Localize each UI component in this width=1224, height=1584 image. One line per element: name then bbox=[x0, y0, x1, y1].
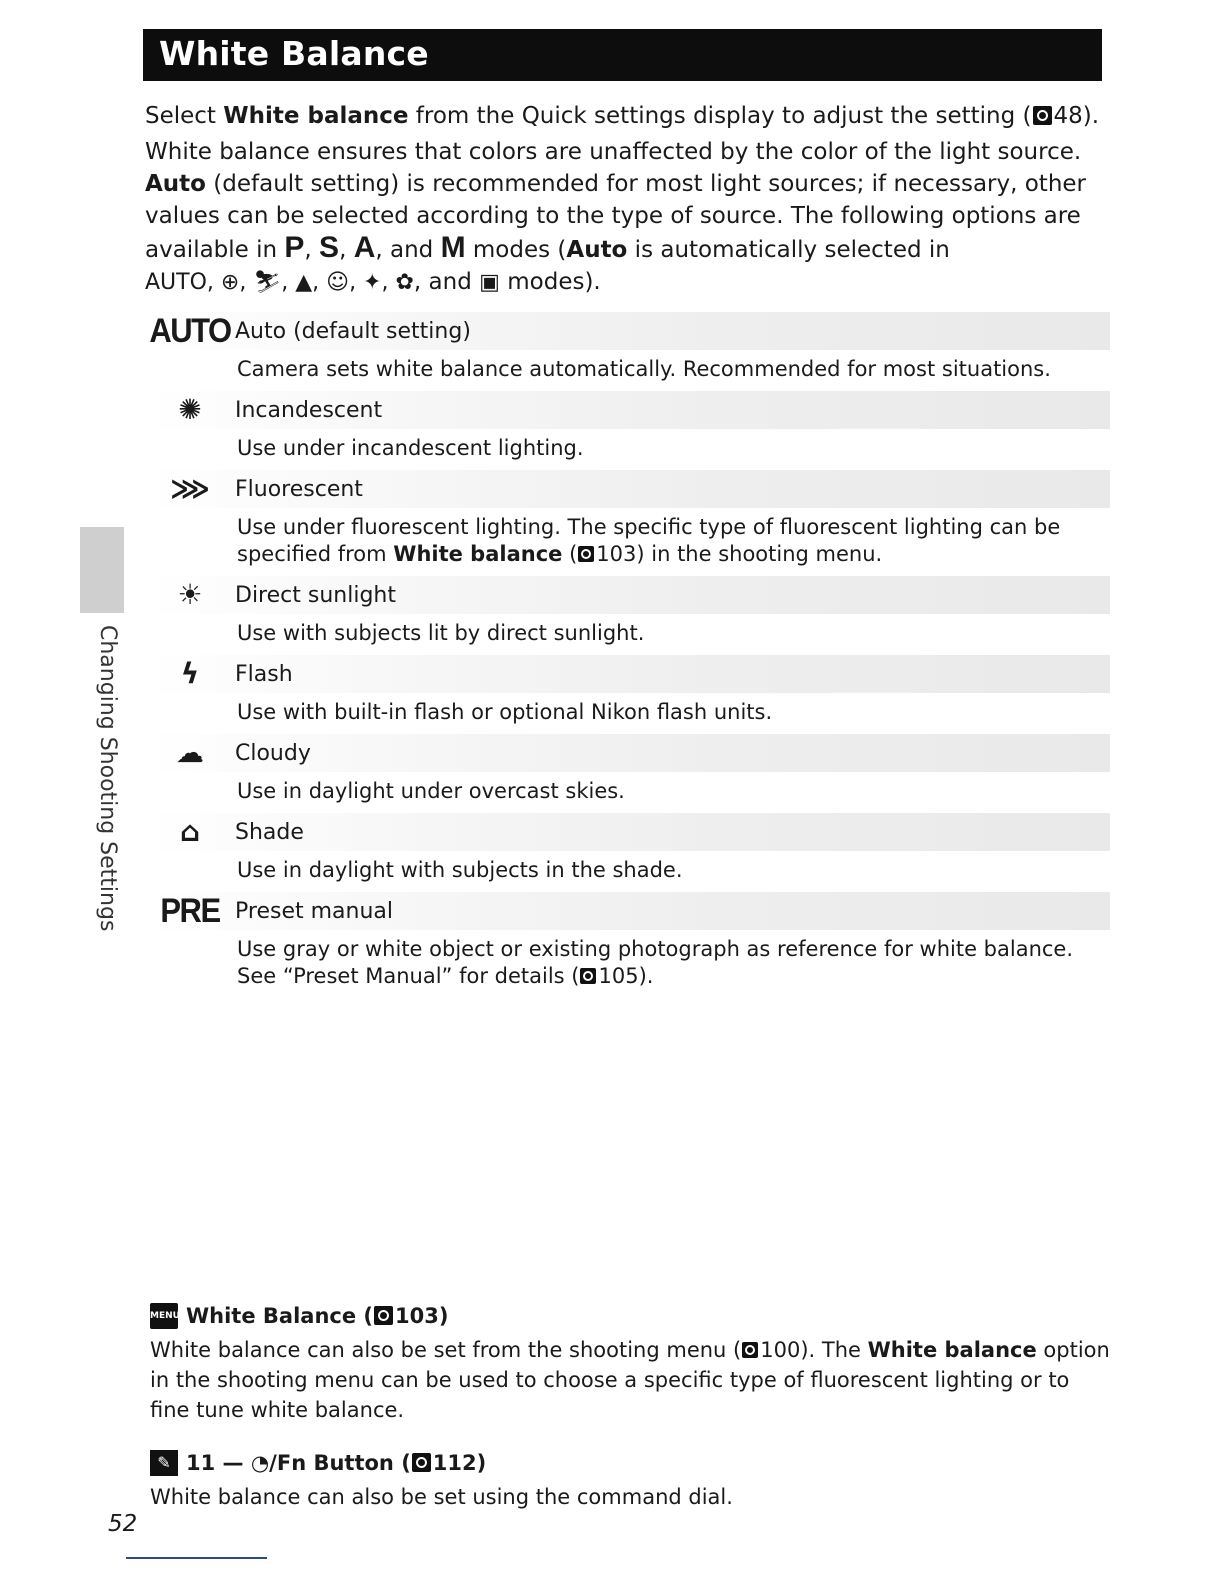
text: modes ( bbox=[465, 237, 567, 263]
auto-icon: AUTO bbox=[149, 310, 231, 351]
text: ( bbox=[562, 542, 578, 566]
text: from the Quick settings display to adjust the setting ( bbox=[408, 103, 1032, 129]
text: modes). bbox=[499, 269, 601, 295]
text: is automatically selected in bbox=[627, 237, 950, 263]
sun-icon: ☀ bbox=[177, 578, 203, 611]
mode-a-icon: A bbox=[353, 231, 376, 264]
pencil-icon: ✎ bbox=[150, 1450, 178, 1476]
text: , and bbox=[413, 269, 480, 295]
intro-paragraph-1 bbox=[145, 100, 1105, 132]
text: ) bbox=[476, 1451, 487, 1475]
menu-icon: MENU bbox=[150, 1303, 178, 1329]
option-label: Cloudy bbox=[235, 740, 311, 766]
option-fluorescent bbox=[145, 470, 1110, 576]
bold-term: White balance bbox=[867, 1338, 1037, 1362]
page-ref-number: 100 bbox=[760, 1338, 801, 1362]
page-ref-number: 103 bbox=[596, 542, 637, 566]
text: Select bbox=[145, 103, 224, 129]
option-cloudy bbox=[145, 734, 1110, 813]
option-description: Use with subjects lit by direct sunlight. bbox=[237, 621, 645, 645]
option-label: Direct sunlight bbox=[235, 582, 396, 608]
option-description: Use under incandescent lighting. bbox=[237, 436, 584, 460]
page-ref-icon bbox=[412, 1453, 431, 1472]
option-description: Camera sets white balance automatically. Recommended for most situations. bbox=[237, 357, 1051, 381]
page-number: 52 bbox=[108, 1511, 138, 1537]
footer-rule bbox=[126, 1557, 267, 1559]
option-description: Use with built-in flash or optional Nikon flash units. bbox=[237, 700, 773, 724]
option-label: Preset manual bbox=[235, 898, 393, 924]
scene-mode-icon: ▣ bbox=[479, 270, 500, 295]
fluorescent-icon: ⋙ bbox=[170, 472, 210, 505]
option-label: Incandescent bbox=[235, 397, 383, 423]
option-preset-manual bbox=[145, 892, 1110, 998]
option-direct-sunlight bbox=[145, 576, 1110, 655]
option-description: Use in daylight under overcast skies. bbox=[237, 779, 625, 803]
note-white-balance-menu bbox=[150, 1303, 1110, 1425]
chapter-label-text: Changing Shooting Settings bbox=[95, 625, 120, 932]
text: option in the shooting menu can be used to choose a specific type of fluorescent lighting or to fine tune white balance. bbox=[150, 1338, 1110, 1422]
page-ref-icon bbox=[578, 546, 594, 562]
option-description: Use in daylight with subjects in the shade. bbox=[237, 858, 683, 882]
text: Use gray or white object or existing photograph as reference for white balance. See “Preset Manual” for details ( bbox=[237, 937, 1074, 988]
separator: , and bbox=[375, 237, 441, 263]
text: Button ( bbox=[306, 1451, 411, 1475]
page-ref-number: 112 bbox=[432, 1451, 477, 1475]
page-ref-number: 105 bbox=[598, 964, 639, 988]
text: White balance ensures that colors are unaffected by the color of the light source. bbox=[145, 139, 1082, 165]
scene-mode-icons: AUTO, ⊕, ⛷, ▲, ☺, ✦, ✿ bbox=[145, 270, 414, 295]
chapter-label bbox=[92, 625, 120, 932]
option-incandescent bbox=[145, 391, 1110, 470]
note-fn-button bbox=[150, 1450, 1110, 1512]
cloud-icon: ☁ bbox=[176, 736, 204, 769]
bold-term: Auto bbox=[145, 171, 206, 197]
note-body: White balance can also be set using the command dial. bbox=[150, 1485, 733, 1509]
option-flash bbox=[145, 655, 1110, 734]
chapter-tab bbox=[80, 527, 124, 613]
preset-icon: PRE bbox=[160, 890, 220, 931]
incandescent-icon: ✺ bbox=[178, 393, 202, 426]
text: ). The bbox=[800, 1338, 868, 1362]
page-ref-number: 48 bbox=[1053, 103, 1083, 129]
option-label: Flash bbox=[235, 661, 293, 687]
intro-paragraph-2 bbox=[145, 136, 1105, 299]
separator: , bbox=[339, 237, 354, 263]
text: ). bbox=[1082, 103, 1100, 129]
text: ) in the shooting menu. bbox=[636, 542, 883, 566]
option-shade bbox=[145, 813, 1110, 892]
page-title: White Balance bbox=[159, 34, 429, 73]
text: (default setting) is recommended for most light sources; if necessary, other values can be selected according to the type of source. The following options are available in bbox=[145, 171, 1087, 263]
option-label: Fluorescent bbox=[235, 476, 363, 502]
text: White balance can also be set from the shooting menu ( bbox=[150, 1338, 742, 1362]
text: ). bbox=[638, 964, 654, 988]
mode-m-icon: M bbox=[440, 231, 466, 264]
page-ref-icon bbox=[580, 968, 596, 984]
white-balance-options bbox=[145, 312, 1110, 998]
self-timer-fn-icon: ◔/Fn bbox=[250, 1451, 307, 1475]
mode-p-icon: P bbox=[284, 231, 305, 264]
text: Use under fluorescent lighting. The specific type of fluorescent lighting can be specified from bbox=[237, 515, 1061, 566]
bold-term: Auto bbox=[566, 237, 628, 263]
page-ref-icon bbox=[1033, 106, 1052, 125]
note-title bbox=[150, 1303, 1110, 1329]
page-ref-icon bbox=[374, 1306, 393, 1325]
shade-icon: ⌂ bbox=[179, 815, 201, 848]
bold-term: White balance bbox=[223, 103, 409, 129]
option-label: Shade bbox=[235, 819, 304, 845]
option-description bbox=[237, 930, 1110, 998]
mode-s-icon: S bbox=[319, 231, 340, 264]
page-ref-number: 103 bbox=[395, 1304, 439, 1328]
option-label: Auto (default setting) bbox=[235, 318, 471, 344]
text: ) bbox=[438, 1304, 449, 1328]
option-description bbox=[237, 508, 1110, 576]
flash-icon: ϟ bbox=[180, 657, 200, 690]
text: 11 — bbox=[186, 1451, 251, 1475]
option-auto bbox=[145, 312, 1110, 391]
note-title bbox=[150, 1450, 1110, 1476]
section-title-bar bbox=[143, 29, 1102, 81]
text: White Balance ( bbox=[186, 1304, 374, 1328]
note-body bbox=[150, 1335, 1110, 1425]
page-ref-icon bbox=[742, 1342, 758, 1358]
bold-term: White balance bbox=[393, 542, 563, 566]
intro-text bbox=[145, 100, 1105, 303]
separator: , bbox=[304, 237, 320, 263]
